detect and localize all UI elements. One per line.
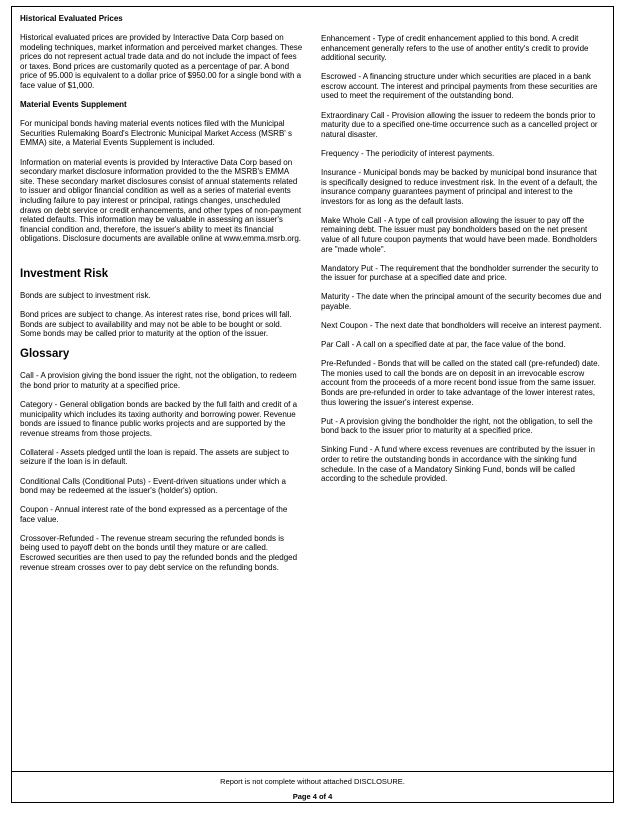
glossary-term-call: Call - A provision giving the bond issuer the right, not the obligation, to redeem the bond prior to maturity at a specified price.: [20, 371, 297, 390]
glossary-term-mandatory-put: Mandatory Put - The requirement that the bondholder surrender the security to the issuer for purchase at a specified date and price.: [321, 263, 599, 283]
glossary-term-category: Category - General obligation bonds are backed by the full faith and credit of a municipality which includes its taxing authority and borrowing power. Revenue bonds are issued to finance public works projects and are supported by the revenue streams from those projects.: [20, 399, 298, 438]
heading-material-events-supplement: Material Events Supplement: [20, 100, 127, 110]
glossary-term-conditional-calls: Conditional Calls (Conditional Puts) - Event-driven situations under which a bond may be redeemed at the issuer's (holder's) option.: [20, 476, 286, 496]
glossary-term-extraordinary-call: Extraordinary Call - Provision allowing the issuer to redeem the bonds prior to maturity due to a specified one-time occurrence such as a cancelled project or natural disaster.: [321, 110, 598, 139]
glossary-term-par-call: Par Call - A call on a specified date at par, the face value of the bond.: [321, 340, 566, 350]
left-column: [20, 14, 303, 771]
heading-investment-risk: Investment Risk: [20, 267, 109, 280]
paragraph-material-events-2: Information on material events is provided by Interactive Data Corp based on secondary market disclosure information provided to the the MSRB's EMMA site. These secondary market disclosures consist of annual statements related to issuer and obligor financial condition as well as a series of material events including failure to pay interest or principal, ratings changes, unscheduled draws on debt service or credit enhancements, and other types of non-payment related defaults. This information may be valuable in assessing an issuer's financial condition and, therefore, the issuer's ability to meet its financial obligations. Disclosure documents are available online at www.emma.msrb.org.: [20, 157, 302, 244]
heading-historical-evaluated-prices: Historical Evaluated Prices: [20, 14, 123, 23]
heading-glossary: Glossary: [20, 348, 70, 361]
glossary-term-pre-refunded: Pre-Refunded - Bonds that will be called on the stated call (pre-refunded) date. The monies used to call the bonds are on deposit in an irrevocable escrow account from the proceeds of a more recent bond issue from the same issuer. Bonds are pre-refunded in order to take advantage of the lower interest rates, thus lowering the issuer's interest expense.: [321, 359, 600, 407]
glossary-term-sinking-fund: Sinking Fund - A fund where excess revenues are contributed by the issuer in order to retire the outstanding bonds in accordance with the sinking fund schedule. In the case of a Mandatory Sinking Fund, bonds will be called according to the schedule provided.: [321, 445, 595, 484]
glossary-term-escrowed: Escrowed - A financing structure under which securities are placed in a bank escrow account. The interest and principal payments from these securities are used to meet the requirement of the outstanding bond.: [321, 72, 598, 101]
glossary-term-crossover-refunded: Crossover-Refunded - The revenue stream securing the refunded bonds is being used to payoff debt on the bonds until they mature or are called. Escrowed securities are then used to pay the refunded bonds and the pledged revenue stream crosses over to pay debt service on the refunding bonds.: [20, 533, 298, 572]
paragraph-historical-evaluated-prices: Historical evaluated prices are provided by Interactive Data Corp based on modeling techniques, market information and perceived market changes. These prices do not represent actual trade data and do not include the impact of fees or taxes. Bond prices are customarily quoted as a percentage of par. A bond price of 95.000 is equivalent to a dollar price of $950.00 for a single bond with a face value of $1,000.: [20, 33, 303, 91]
paragraph-material-events-1: For municipal bonds having material events notices filed with the Municipal Securities Rulemaking Board's Electronic Municipal Market Access (MSRB' s EMMA) site, a Material Events Supplement is included.: [20, 119, 293, 148]
right-column: [321, 14, 604, 771]
document-content: [12, 7, 613, 771]
paragraph-investment-risk-1: Bonds are subject to investment risk.: [20, 290, 151, 300]
glossary-term-make-whole-call: Make Whole Call - A type of call provision allowing the issuer to pay off the remaining debt. The issuer must pay bondholders based on the net present value of all future coupon payments that would have been made. Bondholders are "made whole".: [321, 215, 598, 254]
glossary-term-coupon: Coupon - Annual interest rate of the bond expressed as a percentage of the face value.: [20, 505, 288, 524]
page-number: Page 4 of 4: [292, 792, 333, 801]
glossary-term-put: Put - A provision giving the bondholder the right, not the obligation, to sell the bond back to the issuer prior to maturity at a specified price.: [321, 416, 593, 436]
glossary-term-collateral: Collateral - Assets pledged until the loan is repaid. The assets are subject to seizure if the loan is in default.: [20, 447, 289, 467]
glossary-term-insurance: Insurance - Municipal bonds may be backed by municipal bond insurance that is specifically designed to reduce investment risk. In the event of a default, the insurance company guarantees payment of principal and interest to the investors for as long as the default lasts.: [321, 167, 598, 206]
glossary-term-enhancement: Enhancement - Type of credit enhancement applied to this bond. A credit enhancement generally refers to the use of another entity's credit to provide additional security.: [321, 34, 589, 63]
disclosure-note: Report is not complete without attached DISCLOSURE.: [220, 777, 405, 786]
page-footer: [12, 771, 613, 802]
glossary-term-next-coupon: Next Coupon - The next date that bondholders will receive an interest payment.: [321, 321, 602, 331]
glossary-term-maturity: Maturity - The date when the principal amount of the security becomes due and payable.: [321, 292, 602, 311]
glossary-term-frequency: Frequency - The periodicity of interest payments.: [321, 148, 495, 158]
paragraph-investment-risk-2: Bond prices are subject to change. As interest rates rise, bond prices will fall. Bonds are subject to availability and may not be able to be bought or sold. Some bonds may be called prior to maturity at the option of the issuer.: [20, 309, 292, 339]
document-page: [11, 6, 614, 803]
